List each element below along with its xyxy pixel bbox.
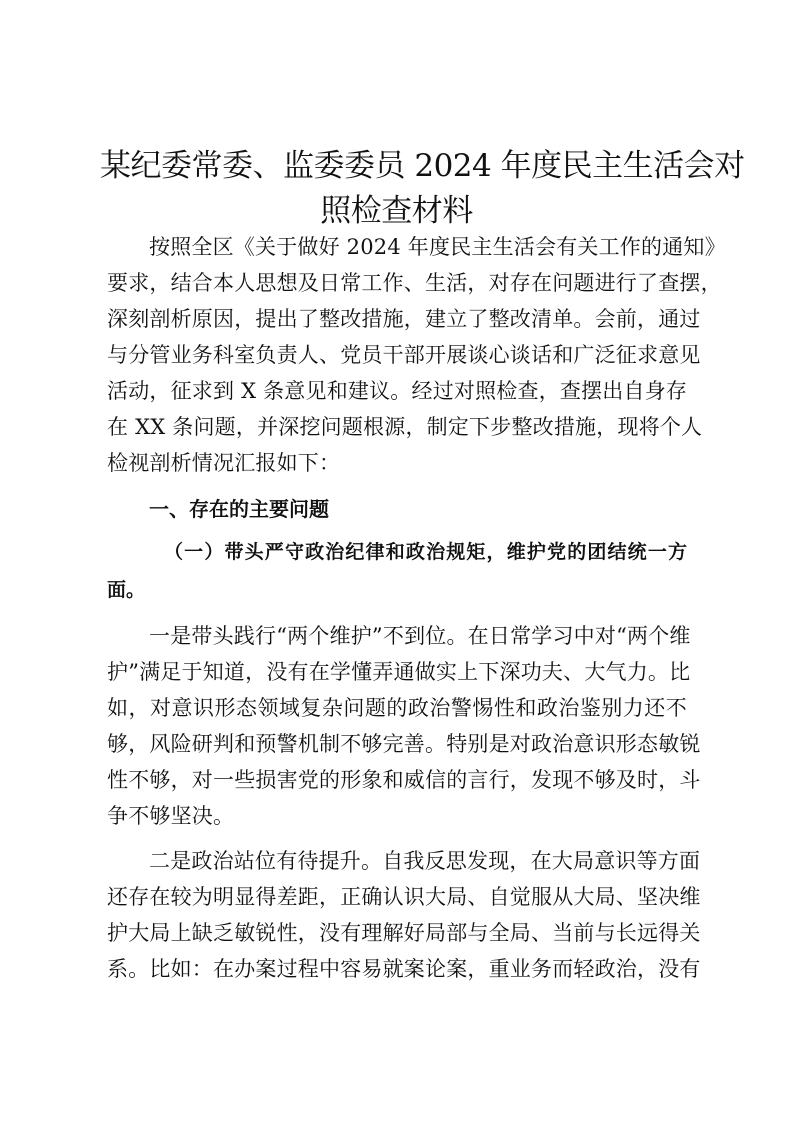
para2-line-2: 还存在较为明显得差距，正确认识大局、自觉服从大局、坚决维 bbox=[107, 885, 701, 909]
para1-line-4: 够，风险研判和预警机制不够完善。特别是对政治意识形态敏锐 bbox=[107, 732, 701, 756]
intro-line-2: 要求，结合本人思想及日常工作、生活，对存在问题进行了查摆， bbox=[107, 271, 722, 295]
intro-line-1: 按照全区《关于做好 2024 年度民主生活会有关工作的通知》 bbox=[149, 235, 726, 259]
intro-line-4: 与分管业务科室负责人、党员干部开展谈心谈话和广泛征求意见 bbox=[107, 343, 701, 367]
para1-line-3: 如，对意识形态领域复杂问题的政治警惕性和政治鉴别力还不 bbox=[107, 696, 687, 720]
para1-line-6: 争不够坚决。 bbox=[107, 804, 235, 828]
subsection-heading-1-line-1: （一）带头严守政治纪律和政治规矩，维护党的团结统一方 bbox=[164, 541, 687, 563]
document-title-line-1: 某纪委常委、监委委员 2024 年度民主生活会对 bbox=[100, 148, 745, 184]
para1-line-5: 性不够，对一些损害党的形象和威信的言行，发现不够及时，斗 bbox=[107, 768, 701, 792]
intro-line-5: 活动，征求到 X 条意见和建议。经过对照检查，查摆出自身存 bbox=[107, 379, 688, 403]
para2-line-1: 二是政治站位有待提升。自我反思发现，在大局意识等方面 bbox=[149, 849, 701, 873]
para2-line-3: 护大局上缺乏敏锐性，没有理解好局部与全局、当前与长远得关 bbox=[107, 921, 701, 945]
para1-line-1: 一是带头践行“两个维护”不到位。在日常学习中对“两个维 bbox=[149, 624, 691, 648]
section-heading-1: 一、存在的主要问题 bbox=[149, 497, 329, 521]
intro-line-3: 深刻剖析原因，提出了整改措施，建立了整改清单。会前，通过 bbox=[107, 307, 701, 331]
document-title-line-2: 照检查材料 bbox=[320, 193, 473, 229]
para2-line-4: 系。比如：在办案过程中容易就案论案，重业务而轻政治，没有 bbox=[107, 957, 701, 981]
intro-line-7: 检视剖析情况汇报如下： bbox=[107, 451, 341, 475]
para1-line-2: 护”满足于知道，没有在学懂弄通做实上下深功夫、大气力。比 bbox=[107, 660, 691, 684]
subsection-heading-1-line-2: 面。 bbox=[107, 579, 146, 601]
intro-line-6: 在 XX 条问题，并深挖问题根源，制定下步整改措施，现将个人 bbox=[107, 415, 703, 439]
